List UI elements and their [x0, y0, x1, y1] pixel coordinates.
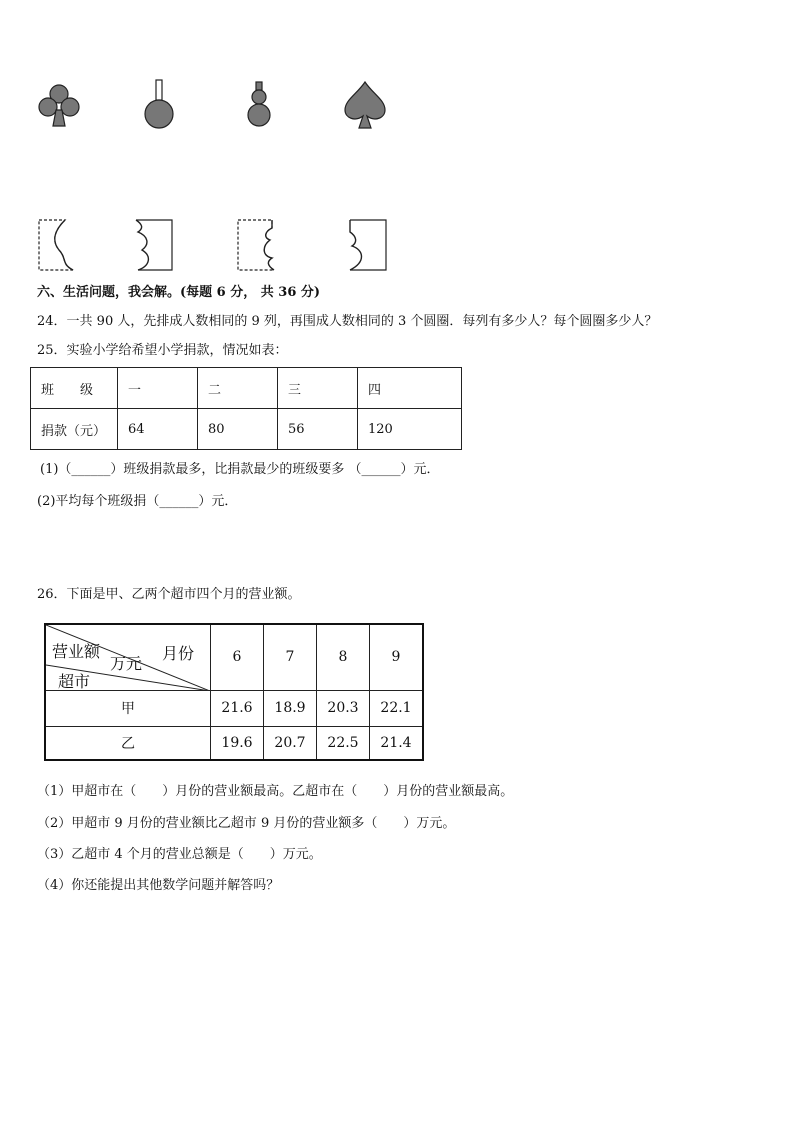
half-shape-right-icon — [130, 218, 176, 274]
half-shape-left-icon — [236, 218, 280, 274]
question-26-sub3: （3）乙超市 4 个月的营业总额是（ ）万元。 — [37, 847, 322, 862]
table-cell: 56 — [277, 409, 357, 450]
table-cell: 64 — [118, 409, 198, 450]
donation-table — [30, 367, 462, 450]
table-cell: 120 — [357, 409, 461, 450]
table-header-cell: 6 — [211, 624, 264, 690]
question-24: 24．一共 90 人，先排成人数相同的 9 列，再围成人数相同的 3 个圆圈．每列有多少人？每个圆圈多少人？ — [37, 314, 658, 329]
club-icon — [37, 82, 81, 130]
section-heading: 六、生活问题，我会解。(每题 6 分， 共 36 分) — [37, 285, 321, 300]
table-cell: 21.6 — [211, 690, 264, 726]
half-shape-left-icon — [37, 218, 79, 274]
table-cell: 22.5 — [317, 726, 370, 760]
table-row — [31, 368, 462, 409]
header-month-label: 月份 — [162, 644, 195, 663]
table-cell: 三 — [277, 368, 357, 409]
table-cell: 20.7 — [264, 726, 317, 760]
table-row-label: 乙 — [45, 726, 211, 760]
spade-icon — [341, 80, 389, 130]
table-cell: 一 — [118, 368, 198, 409]
gourd-icon — [242, 80, 276, 130]
header-unit-label: 万元 — [110, 654, 143, 673]
table-row — [45, 690, 423, 726]
question-26-sub4: （4）你还能提出其他数学问题并解答吗？ — [37, 878, 280, 893]
question-25-sub2: (2)平均每个班级捐（______）元． — [37, 494, 238, 509]
table-cell: 二 — [197, 368, 277, 409]
table-row — [45, 624, 423, 690]
table-cell: 22.1 — [370, 690, 424, 726]
question-25-intro: 25．实验小学给希望小学捐款，情况如表： — [37, 343, 288, 358]
question-25-sub1: (1)（______）班级捐款最多，比捐款最少的班级要多 （______）元． — [40, 462, 440, 477]
table-cell: 19.6 — [211, 726, 264, 760]
table-header-cell: 班 级 — [31, 368, 118, 409]
question-26-intro: 26．下面是甲、乙两个超市四个月的营业额。 — [37, 587, 301, 602]
table-header-cell: 捐款（元） — [31, 409, 118, 450]
header-store-label: 超市 — [58, 672, 91, 691]
header-revenue-label: 营业额 — [52, 642, 101, 661]
round-flask-icon — [141, 78, 177, 130]
table-header-cell: 9 — [370, 624, 424, 690]
table-header-cell: 7 — [264, 624, 317, 690]
table-cell: 20.3 — [317, 690, 370, 726]
half-shape-right-icon — [344, 218, 390, 274]
diagonal-header-cell — [45, 624, 211, 690]
table-row — [45, 726, 423, 760]
table-cell: 80 — [197, 409, 277, 450]
revenue-table — [44, 623, 424, 761]
table-cell: 21.4 — [370, 726, 424, 760]
question-26-sub1: （1）甲超市在（ ）月份的营业额最高。乙超市在（ ）月份的营业额最高。 — [37, 784, 514, 799]
table-row — [31, 409, 462, 450]
table-cell: 18.9 — [264, 690, 317, 726]
table-cell: 四 — [357, 368, 461, 409]
question-26-sub2: （2）甲超市 9 月份的营业额比乙超市 9 月份的营业额多（ ）万元。 — [37, 816, 456, 831]
table-header-cell: 8 — [317, 624, 370, 690]
table-row-label: 甲 — [45, 690, 211, 726]
